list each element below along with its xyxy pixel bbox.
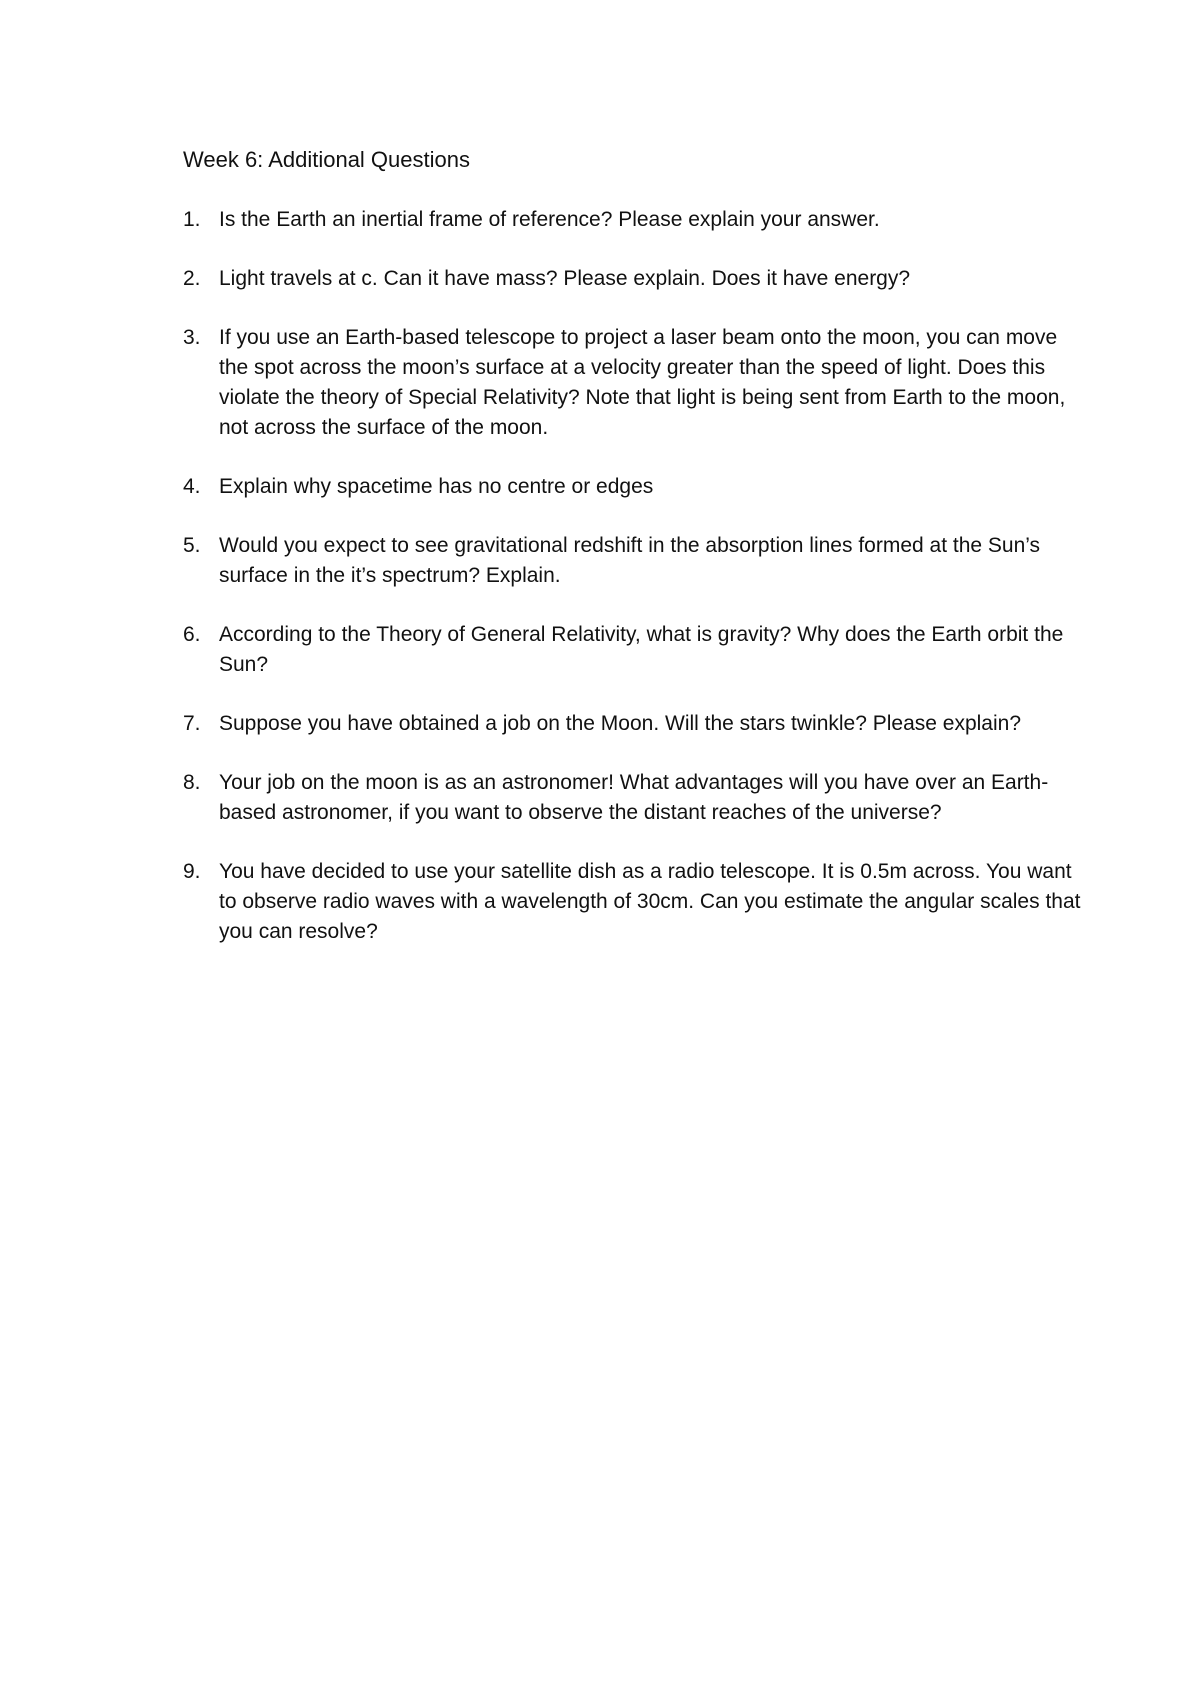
question-item	[183, 709, 1083, 739]
question-item	[183, 323, 1083, 443]
question-text: Is the Earth an inertial frame of reference? Please explain your answer.	[219, 208, 880, 231]
question-list	[183, 205, 1083, 976]
question-text: Would you expect to see gravitational redshift in the absorption lines formed at the Sun’s surface in the it’s spectrum? Explain.	[219, 534, 1041, 587]
question-text: Suppose you have obtained a job on the Moon. Will the stars twinkle? Please explain?	[219, 712, 1021, 735]
question-text: If you use an Earth-based telescope to project a laser beam onto the moon, you can move the spot across the moon’s surface at a velocity greater than the speed of light. Does this violate the theory of Special Relativity? Note that light is being sent from Earth to the moon, not across the surface of the moon.	[219, 326, 1066, 439]
question-text: Explain why spacetime has no centre or edges	[219, 475, 654, 498]
question-item	[183, 768, 1083, 828]
question-item	[183, 857, 1083, 947]
question-number: 2.	[183, 267, 201, 290]
question-item	[183, 472, 1083, 502]
question-number: 7.	[183, 712, 201, 735]
question-number: 6.	[183, 623, 201, 646]
page-title: Week 6: Additional Questions	[183, 147, 470, 172]
question-item	[183, 620, 1083, 680]
question-number: 5.	[183, 534, 201, 557]
question-number: 4.	[183, 475, 201, 498]
question-item	[183, 205, 1083, 235]
question-number: 8.	[183, 771, 201, 794]
question-text: According to the Theory of General Relativity, what is gravity? Why does the Earth orbit the Sun?	[219, 623, 1064, 676]
question-number: 9.	[183, 860, 201, 883]
question-item	[183, 531, 1083, 591]
question-text: Light travels at c. Can it have mass? Please explain. Does it have energy?	[219, 267, 911, 290]
question-text: You have decided to use your satellite dish as a radio telescope. It is 0.5m across. You want to observe radio waves with a wavelength of 30cm. Can you estimate the angular scales that you can resolve?	[219, 860, 1081, 943]
question-item	[183, 264, 1083, 294]
question-text: Your job on the moon is as an astronomer! What advantages will you have over an Earth-based astronomer, if you want to observe the distant reaches of the universe?	[219, 771, 1049, 824]
question-number: 3.	[183, 326, 201, 349]
question-number: 1.	[183, 208, 201, 231]
